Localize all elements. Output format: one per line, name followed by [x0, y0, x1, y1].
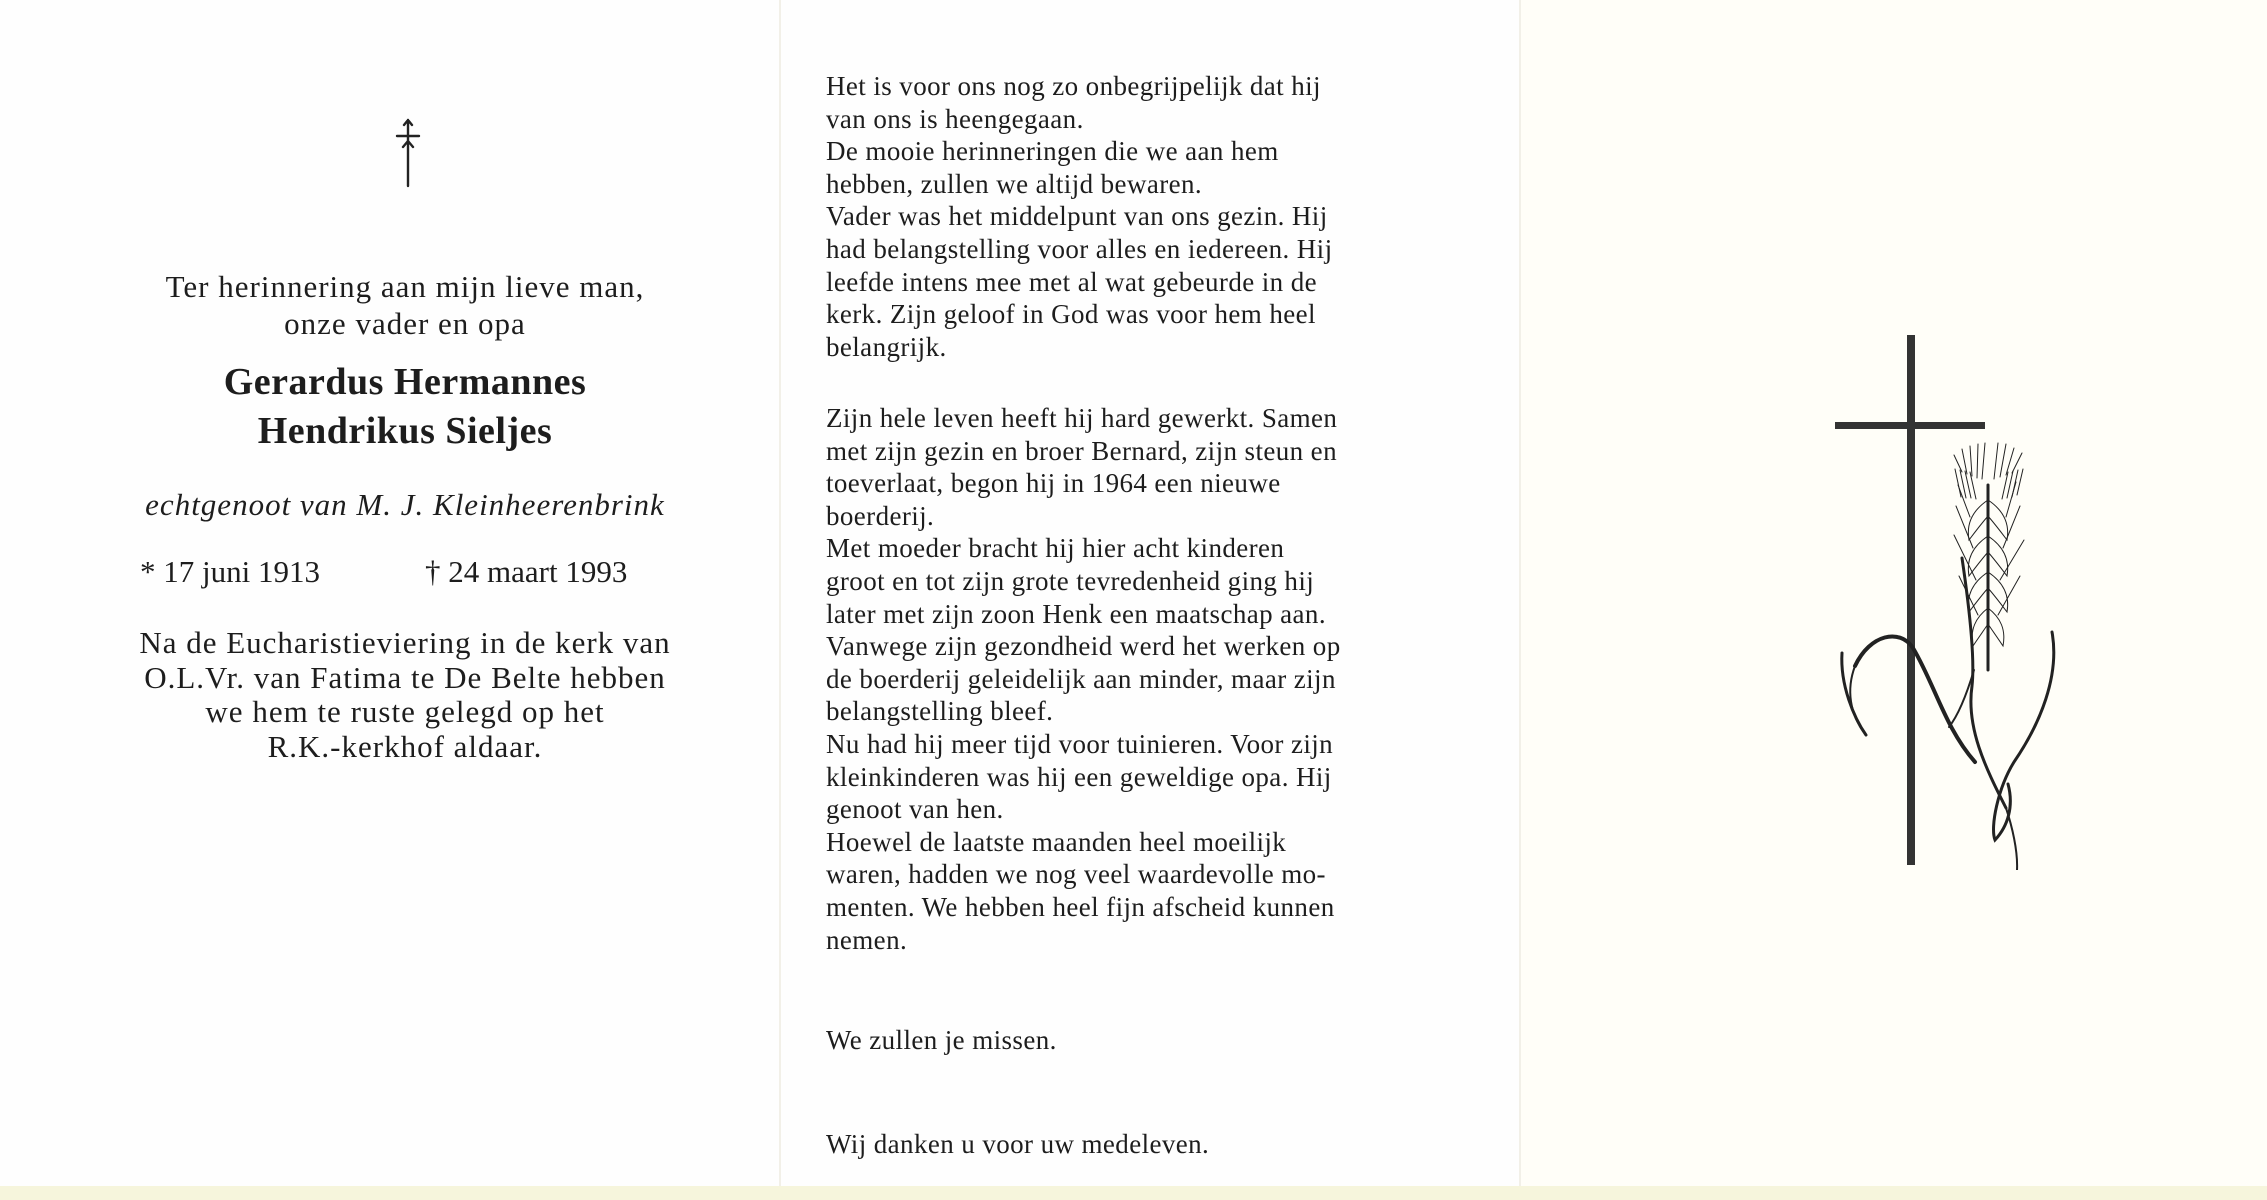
cross-and-wheat-icon: [1830, 330, 2090, 870]
closing-line-missing: We zullen je missen.: [826, 1025, 1057, 1055]
burial-notice: Na de Eucharistieviering in de kerk van O.L.Vr. van Fatima te De Belte hebben we hem te ruste gelegd op het R.K.-kerkhof aldaar.: [139, 625, 671, 764]
deceased-name: Gerardus Hermannes Hendrikus Sieljes: [223, 361, 587, 452]
closing-line-thanks: Wij danken u voor uw medeleven.: [826, 1129, 1210, 1159]
death-date: † 24 maart 1993: [425, 554, 628, 589]
biography-paragraph-2: Zijn hele leven heeft hij hard gewerkt. Samen met zijn gezin en broer Bernard, zijn steun en toeverlaat, begon hij in 1964 een nieuwe boerderij. Met moeder bracht hij hier acht kinderen groot en tot zijn grote tevredenheid ging hij later met zijn zoon Henk een maatschap aan. Vanwege zijn gezondheid werd het werken op de boerderij geleidelijk aan minder, maar zijn belangstelling bleef. Nu had hij meer tijd voor tuinieren. Voor zijn kleinkinderen was hij een geweldige opa. Hij genoot van hen. Hoewel de laatste maanden heel moeilijk waren, hadden we nog veel waardevolle mo- menten. We hebben heel fijn afscheid kunnen nemen.: [826, 403, 1341, 955]
small-cross-icon: [393, 118, 423, 188]
fold-line-left: [779, 0, 781, 1200]
left-panel: [0, 0, 780, 1200]
spouse-name: echtgenoot van M. J. Kleinheerenbrink: [145, 487, 665, 522]
memorial-intro: Ter herinnering aan mijn lieve man, onze vader en opa: [165, 269, 645, 341]
biography-paragraph-1: Het is voor ons nog zo onbegrijpelijk dat hij van ons is heengegaan. De mooie herinneringen die we aan hem hebben, zullen we altijd bewaren. Vader was het middelpunt van ons gezin. Hij had belangstelling voor alles en iedereen. Hij leefde intens mee met al wat gebeurde in de kerk. Zijn geloof in God was voor hem heel belangrijk.: [826, 71, 1333, 362]
scan-bottom-strip: [0, 1186, 2267, 1200]
fold-line-right: [1519, 0, 1521, 1200]
birth-date: * 17 juni 1913: [140, 554, 320, 589]
